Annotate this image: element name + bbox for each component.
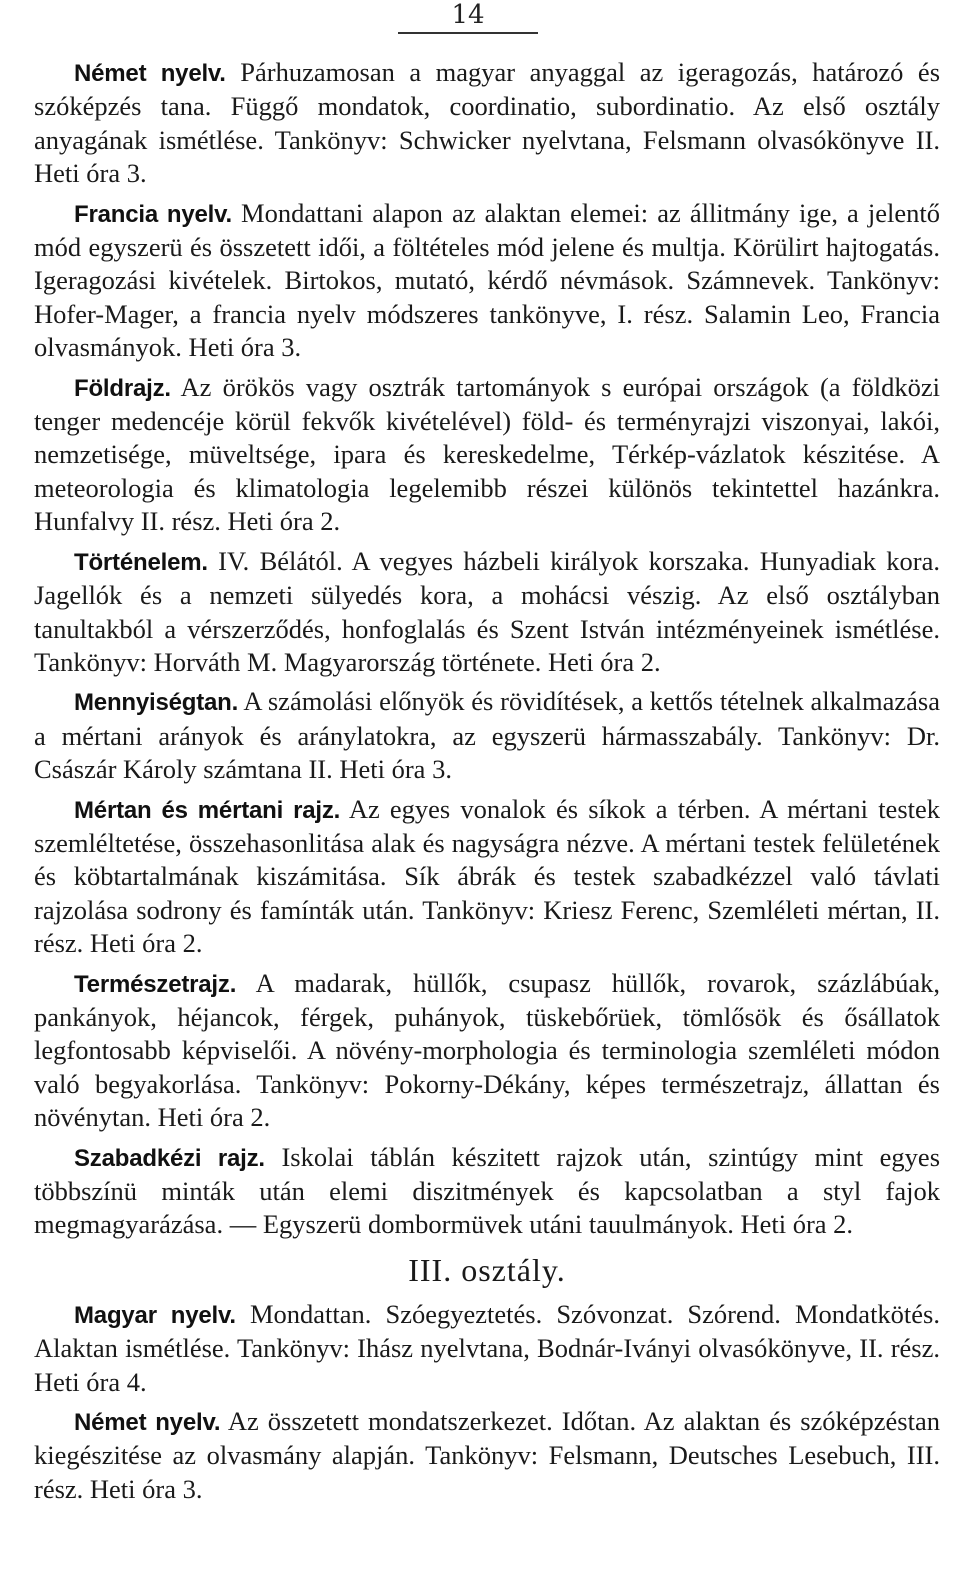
page-body bbox=[34, 56, 940, 1512]
section-text: Párhuzamosan a magyar anyaggal az igeragozás, határozó és szóképzés tana. Függő mondatok, coordinatio, subordinatio. Az első osztály anyagának ismétlése. Tankönyv: Schwicker nyelvtana, Felsmann olvasókönyve II. Heti óra 3. bbox=[34, 57, 941, 189]
section-termeszetrajz bbox=[34, 967, 940, 1135]
section-text: Mondattani alapon az alaktan elemei: az állitmány ige, a jelentő mód egyszerü és összetett idői, a föltételes mód jelene és multja. Körülirt hajtogatás. Igeragozási kivételek. Birtokos, mutató, kérdő névmások. Számnevek. Tankönyv: Hofer-Mager, a francia nyelv módszeres tankönyve, I. rész. Salamin Leo, Francia olvasmányok. Heti óra 3. bbox=[34, 197, 940, 363]
section-text: Az örökös vagy osztrák tartományok s európai országok (a földközi tenger medencéje körül fekvők kivételével) föld- és terményrajzi viszonyai, lakói, nemzetisége, müveltsége, ipara és kereskedelme, Térkép-vázlatok készitése. A meteorologia és klimatologia legelemibb részei különös tekintettel hazánkra. Hunfalvy II. rész. Heti óra 2. bbox=[34, 371, 941, 537]
section-text: IV. Bélától. A vegyes házbeli királyok korszaka. Hunyadiak kora. Jagellók és a nemzeti sülyedés kora, a mohácsi vészig. Az első osztályban tanultakból a vérszerződés, honfoglalás és Szent István intézményeinek ismétlése. Tankönyv: Horváth M. Magyarország története. Heti óra 2. bbox=[34, 545, 941, 677]
section-heading: Természetrajz. bbox=[74, 970, 237, 998]
section-mertan bbox=[34, 793, 940, 961]
section-magyar-nyelv bbox=[34, 1298, 940, 1399]
section-heading: Német nyelv. bbox=[74, 60, 226, 87]
section-heading: Német nyelv. bbox=[74, 1409, 221, 1437]
section-text: Az összetett mondatszerkezet. Időtan. Az alaktan és szóképzéstan kiegészitése az olvasmány alapján. Tankönyv: Felsmann, Deutsches Lesebuch, III. rész. Heti óra 3. bbox=[34, 1406, 940, 1504]
page-number: 14 bbox=[451, 0, 485, 30]
section-francia-nyelv bbox=[34, 197, 940, 365]
section-heading: Francia nyelv. bbox=[74, 200, 232, 228]
section-heading: Mértan és mértani rajz. bbox=[74, 796, 341, 824]
section-text: Iskolai táblán készitett rajzok után, szintúgy mint egyes többszínü minták után elemi diszitmények és kapcsolatban a styl fajok megmagyarázása. — Egyszerü dombormüvek utáni tauulmányok. Heti óra 2. bbox=[34, 1141, 941, 1240]
section-heading: Történelem. bbox=[74, 548, 208, 576]
section-text: A madarak, hüllők, csupasz hüllők, rovarok, százlábúak, pankányok, héjancok, férgek, puhányok, tüskebőrüek, tömlősök és ősállatok legfontosabb képviselői. A növény-morphologia és terminologia szemléleti módon való begyakorlása. Tankönyv: Pokorny-Dékány, képes természetrajz, állattan és növénytan. Heti óra 2. bbox=[34, 967, 940, 1133]
section-szabadkezi-rajz bbox=[34, 1141, 940, 1242]
page-number-rule bbox=[398, 32, 538, 34]
section-text: Az egyes vonalok és síkok a térben. A mértani testek szemléltetése, összehasonlitása alak és nagyságra nézve. A mértani testek felületének és köbtartalmának kiszámitása. Sík ábrák és testek szabadkézzel való távlati rajzolása sodrony és famínták után. Tankönyv: Kriesz Ferenc, Szemléleti mértan, II. rész. Heti óra 2. bbox=[34, 793, 941, 959]
section-mennyisegtan bbox=[34, 685, 940, 786]
section-nemet-nyelv bbox=[34, 56, 940, 191]
section-heading: Szabadkézi rajz. bbox=[74, 1144, 265, 1172]
class-heading: III. osztály. bbox=[408, 1251, 566, 1288]
section-heading: Magyar nyelv. bbox=[74, 1301, 236, 1329]
section-foldrajz bbox=[34, 371, 940, 539]
section-text: Mondattan. Szóegyeztetés. Szóvonzat. Szórend. Mondatkötés. Alaktan ismétlése. Tankönyv: Ihász nyelvtana, Bodnár-Iványi olvasókönyve, II. rész. Heti óra 4. bbox=[34, 1298, 940, 1397]
section-nemet-nyelv-iii bbox=[34, 1405, 940, 1506]
section-text: A számolási előnyök és rövidítések, a kettős tételnek alkalmazása a mértani arányok és aránylatokra, az egyszerü hármasszabály. Tankönyv: Dr. Császár Károly számtana II. Heti óra 3. bbox=[34, 686, 940, 785]
section-heading: Mennyiségtan. bbox=[74, 689, 239, 717]
section-tortenelem bbox=[34, 545, 940, 680]
section-heading: Földrajz. bbox=[74, 374, 171, 402]
